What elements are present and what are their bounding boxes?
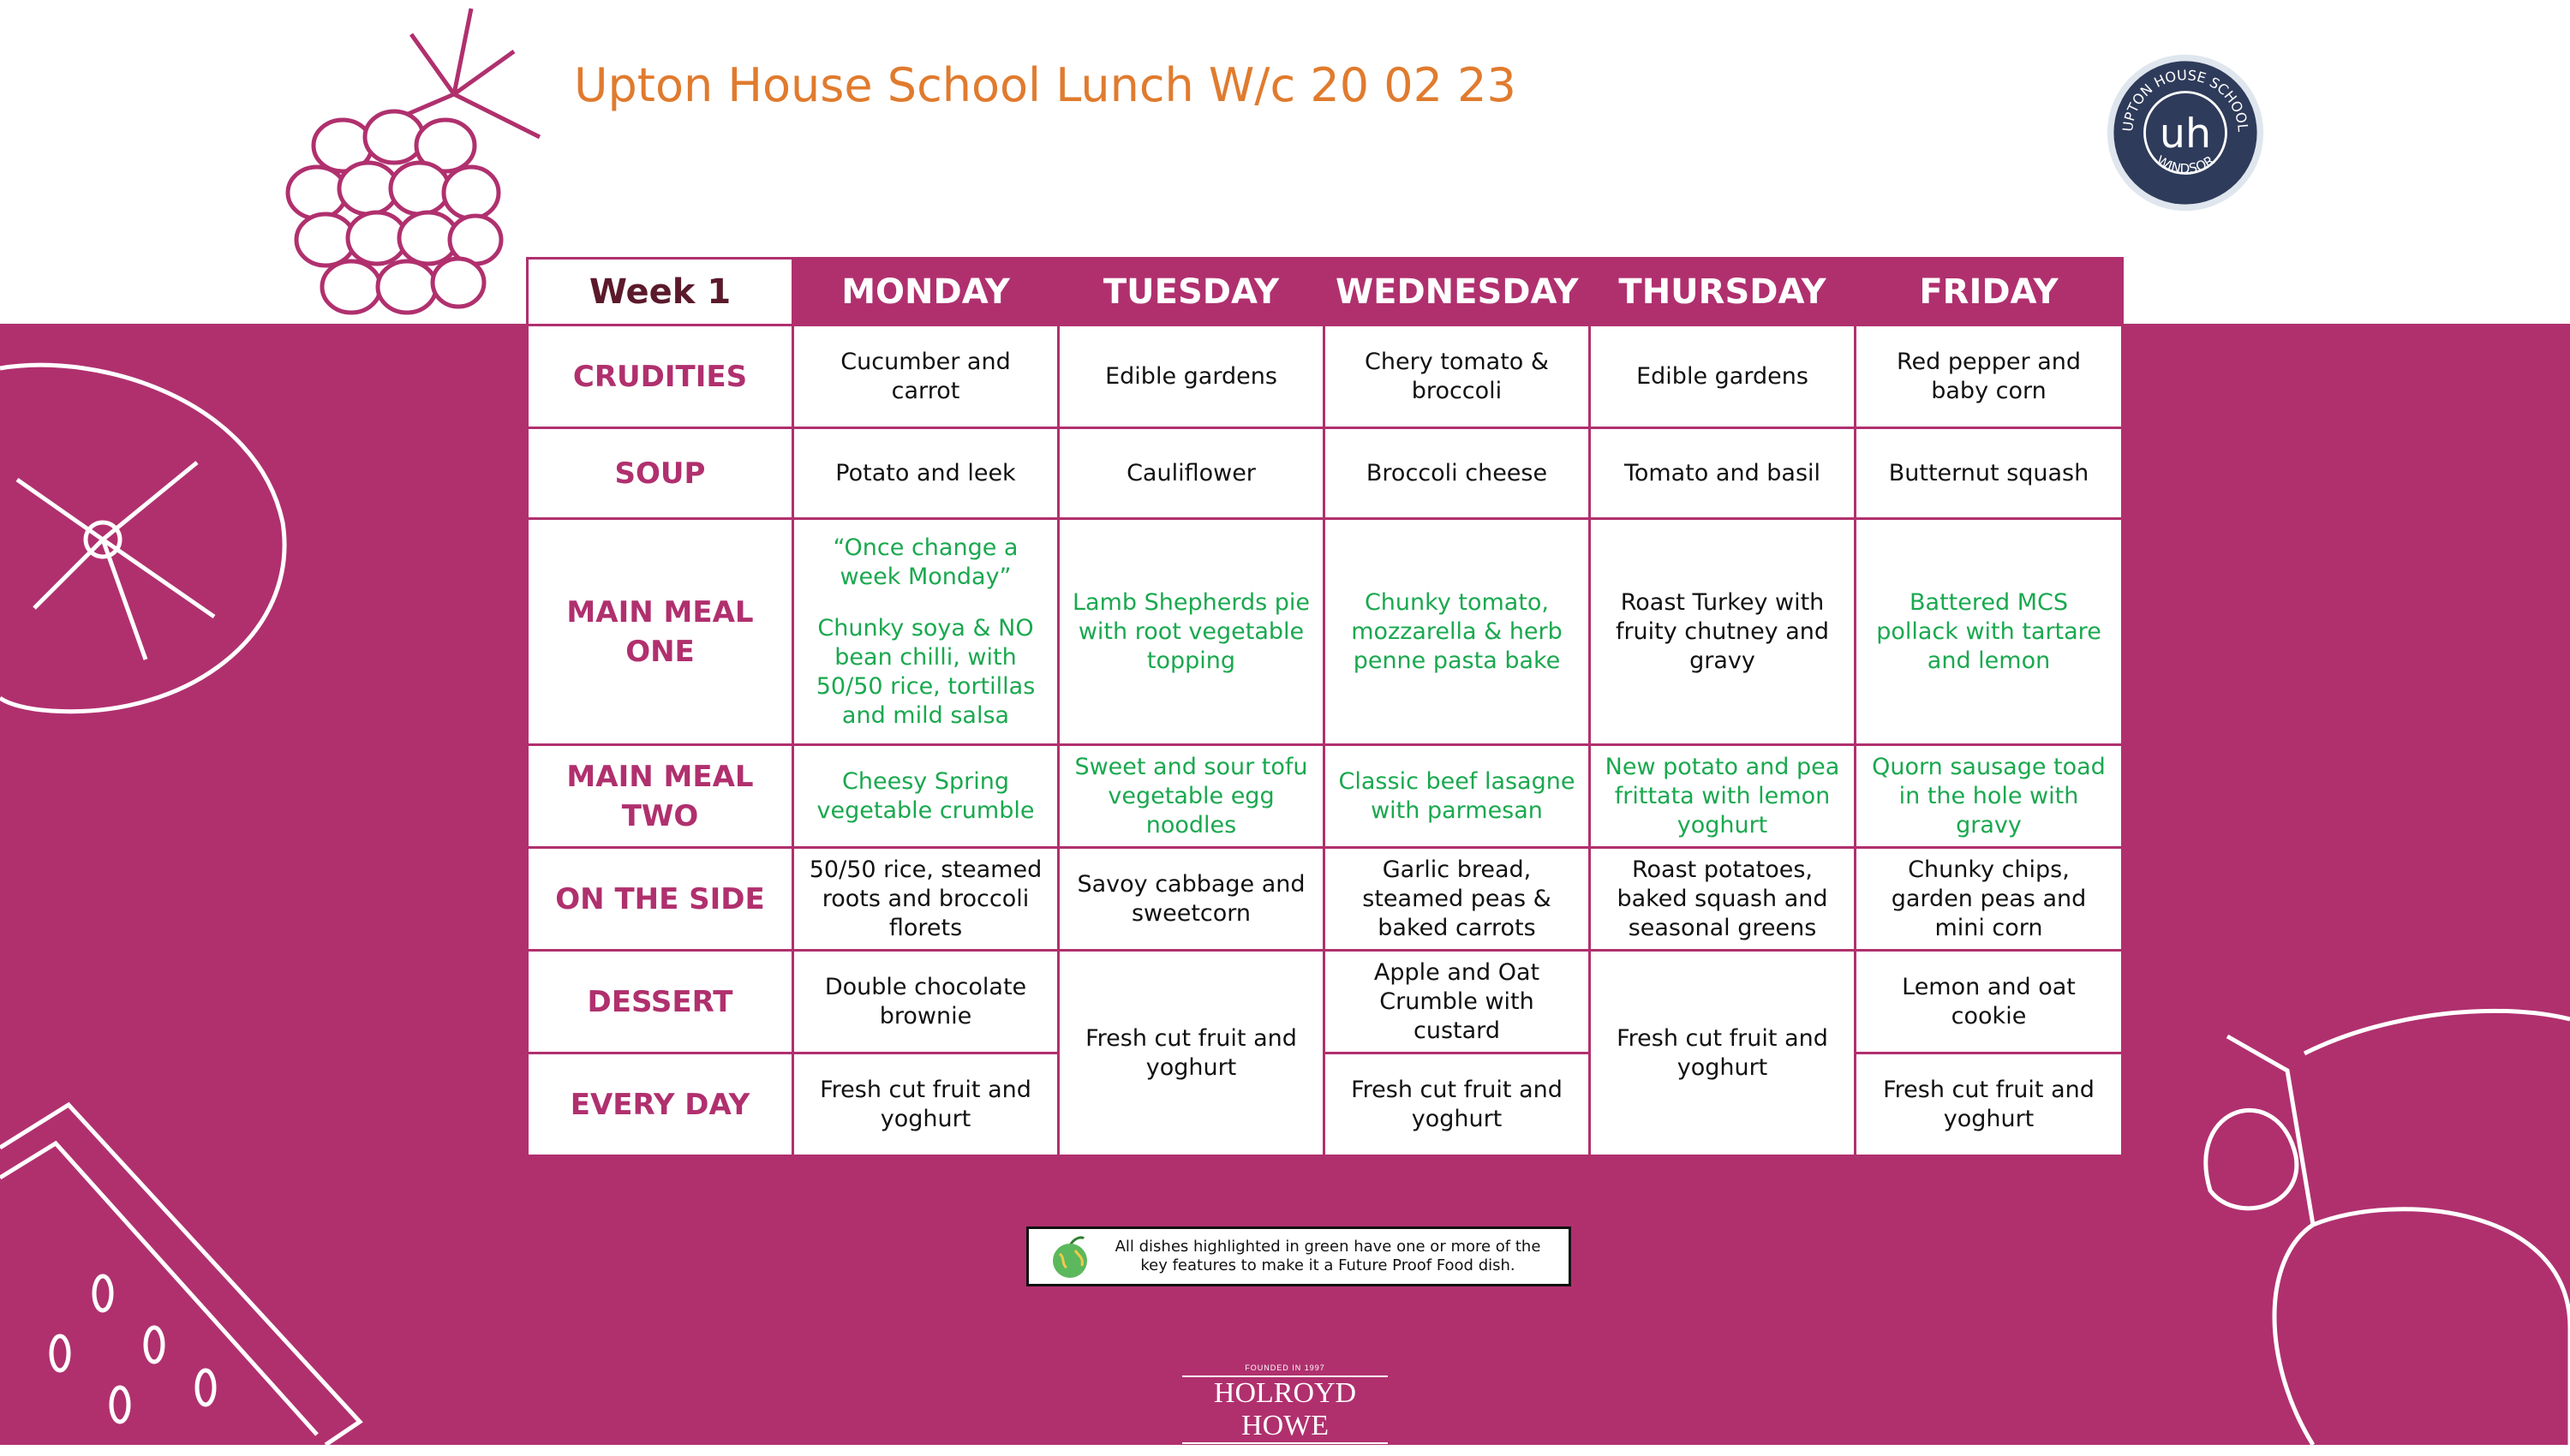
- menu-cell: Red pepper and baby corn: [1856, 325, 2123, 428]
- logo-top-text: UPTON HOUSE SCHOOL: [2119, 67, 2251, 133]
- week-label: Week 1: [528, 259, 793, 325]
- day-thursday: THURSDAY: [1590, 259, 1856, 325]
- school-logo: [2104, 51, 2267, 214]
- row-label-every-day: EVERY DAY: [528, 1053, 793, 1156]
- table-row: [528, 325, 2123, 428]
- menu-cell: Garlic bread, steamed peas & baked carrots: [1324, 848, 1590, 951]
- menu-cell: Cucumber and carrot: [793, 325, 1059, 428]
- menu-cell: Chery tomato & broccoli: [1324, 325, 1590, 428]
- day-wednesday: WEDNESDAY: [1324, 259, 1590, 325]
- menu-cell: Fresh cut fruit and yoghurt: [1856, 1053, 2123, 1156]
- menu-cell: Cheesy Spring vegetable crumble: [793, 745, 1059, 848]
- legend-text: All dishes highlighted in green have one or more of the key features to make it a Future Proof Food dish.: [1115, 1238, 1541, 1274]
- green-apple-globe-icon: [1049, 1233, 1091, 1280]
- menu-cell: Battered MCS pollack with tartare and lemon: [1856, 519, 2123, 745]
- future-proof-legend: [1026, 1226, 1571, 1286]
- menu-cell: Edible gardens: [1590, 325, 1856, 428]
- menu-cell: Savoy cabbage and sweetcorn: [1059, 848, 1324, 951]
- menu-cell-text: Chunky soya & NO bean chilli, with 50/50 rice, tortillas and mild salsa: [816, 614, 1036, 729]
- menu-cell: Cauliflower: [1059, 428, 1324, 519]
- menu-cell: Lamb Shepherds pie with root vegetable topping: [1059, 519, 1324, 745]
- table-row: [528, 428, 2123, 519]
- footer-brand: HOLROYD HOWE: [1182, 1375, 1388, 1444]
- table-row: [528, 848, 2123, 951]
- menu-cell: Quorn sausage toad in the hole with gravy: [1856, 745, 2123, 848]
- row-label-dessert: DESSERT: [528, 951, 793, 1053]
- row-label-soup: SOUP: [528, 428, 793, 519]
- menu-cell: Classic beef lasagne with parmesan: [1324, 745, 1590, 848]
- menu-cell: Fresh cut fruit and yoghurt: [793, 1053, 1059, 1156]
- raspberry-illustration: [240, 0, 548, 325]
- day-tuesday: TUESDAY: [1059, 259, 1324, 325]
- logo-bottom-text: WINDSOR: [2154, 152, 2217, 177]
- table-row: [528, 745, 2123, 848]
- menu-cell: Edible gardens: [1059, 325, 1324, 428]
- menu-cell: [793, 519, 1059, 745]
- monday-change-note: “Once change a week Monday”: [833, 534, 1019, 590]
- watermelon-illustration: [0, 1096, 377, 1445]
- table-row: [528, 519, 2123, 745]
- menu-cell: Chunky tomato, mozzarella & herb penne pasta bake: [1324, 519, 1590, 745]
- menu-cell: Lemon and oat cookie: [1856, 951, 2123, 1053]
- apple-illustration: [2176, 1002, 2570, 1445]
- menu-cell: Potato and leek: [793, 428, 1059, 519]
- page-title: Upton House School Lunch W/c 20 02 23: [574, 58, 1516, 112]
- menu-cell: Fresh cut fruit and yoghurt: [1324, 1053, 1590, 1156]
- menu-cell: Broccoli cheese: [1324, 428, 1590, 519]
- menu-cell: Fresh cut fruit and yoghurt: [1590, 951, 1856, 1156]
- table-header-row: [528, 259, 2123, 325]
- menu-cell: Apple and Oat Crumble with custard: [1324, 951, 1590, 1053]
- table-row: [528, 951, 2123, 1053]
- menu-cell: Roast potatoes, baked squash and seasonal greens: [1590, 848, 1856, 951]
- menu-cell: 50/50 rice, steamed roots and broccoli florets: [793, 848, 1059, 951]
- day-friday: FRIDAY: [1856, 259, 2123, 325]
- row-label-crudities: CRUDITIES: [528, 325, 793, 428]
- row-label-main-meal-one: MAIN MEAL ONE: [528, 519, 793, 745]
- menu-cell: Sweet and sour tofu vegetable egg noodles: [1059, 745, 1324, 848]
- tomato-illustration: [0, 351, 308, 728]
- logo-monogram: uh: [2159, 110, 2212, 158]
- menu-cell: Chunky chips, garden peas and mini corn: [1856, 848, 2123, 951]
- holroyd-howe-logo: [1174, 1364, 1396, 1456]
- menu-cell: Roast Turkey with fruity chutney and gravy: [1590, 519, 1856, 745]
- footer-founded: FOUNDED IN 1997: [1245, 1364, 1325, 1372]
- day-monday: MONDAY: [793, 259, 1059, 325]
- menu-cell: New potato and pea frittata with lemon yoghurt: [1590, 745, 1856, 848]
- menu-cell: Butternut squash: [1856, 428, 2123, 519]
- table-row: [528, 1053, 2123, 1156]
- row-label-on-the-side: ON THE SIDE: [528, 848, 793, 951]
- footer-tagline: FEEDING INDEPENDENT MINDS: [1215, 1447, 1355, 1456]
- menu-cell: Tomato and basil: [1590, 428, 1856, 519]
- menu-cell: Fresh cut fruit and yoghurt: [1059, 951, 1324, 1156]
- menu-cell: Double chocolate brownie: [793, 951, 1059, 1053]
- row-label-main-meal-two: MAIN MEAL TWO: [528, 745, 793, 848]
- lunch-menu-table: [526, 257, 2124, 1157]
